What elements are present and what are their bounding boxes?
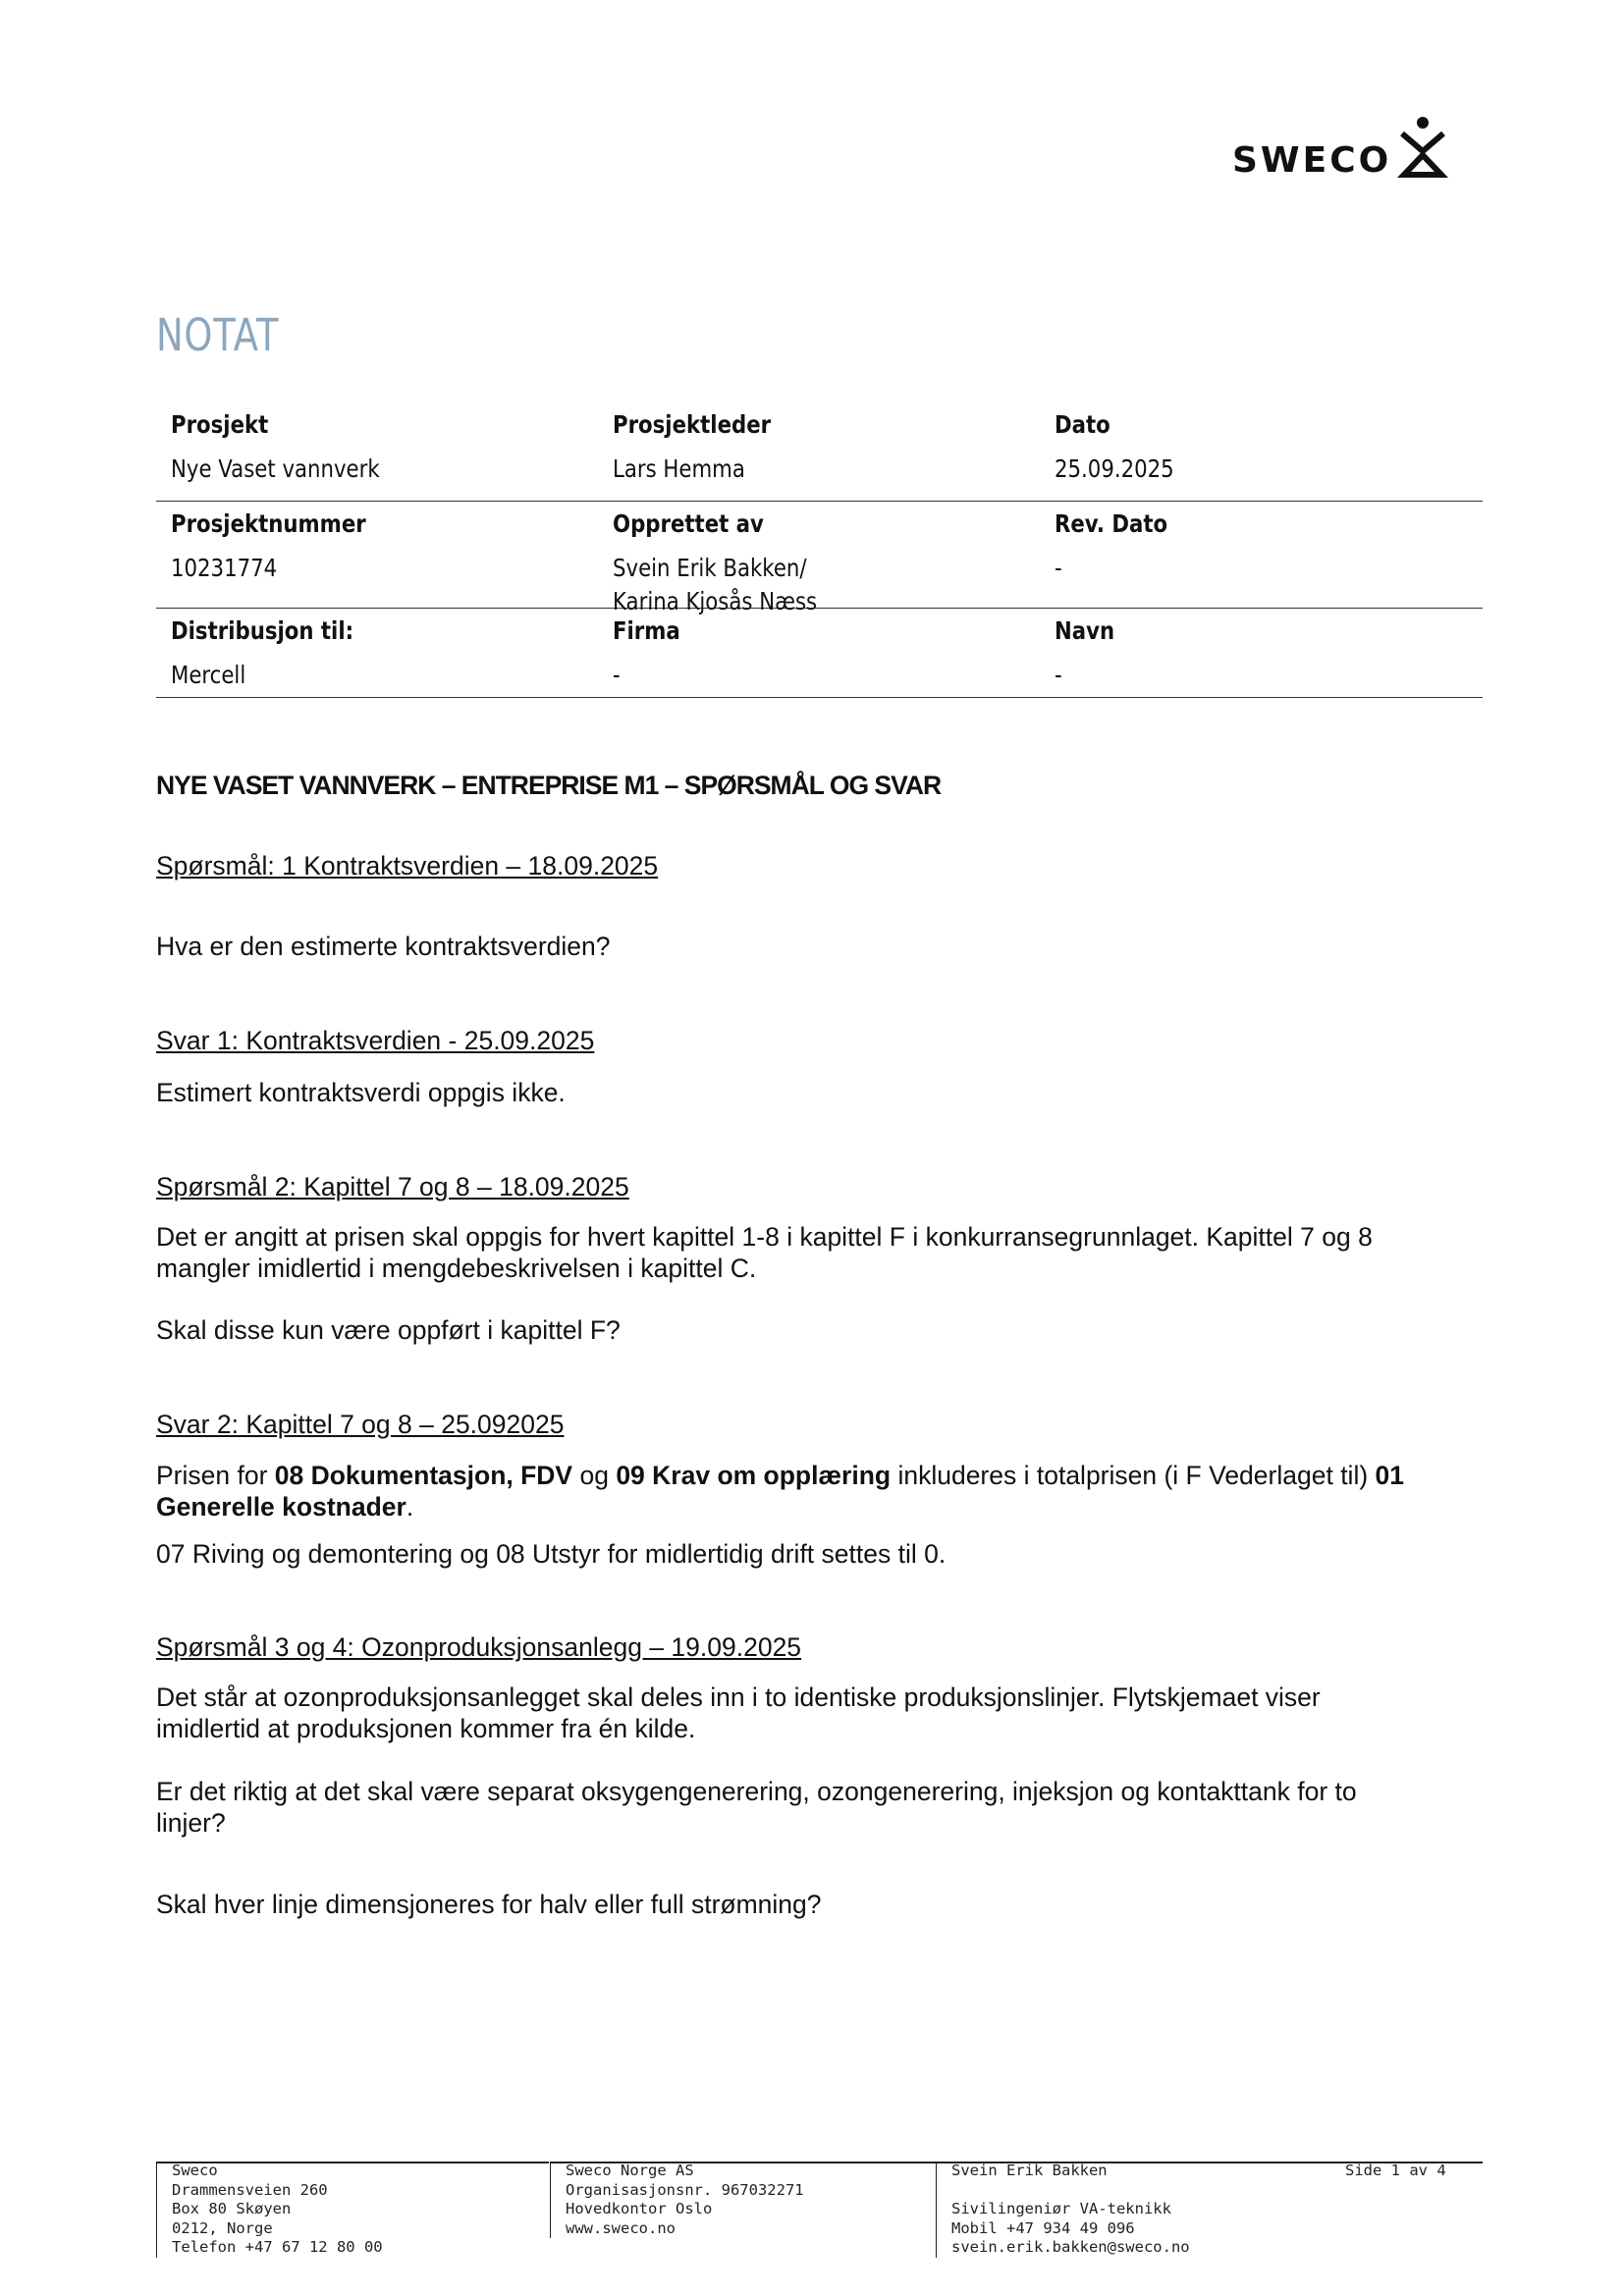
info-value: -: [1055, 661, 1062, 689]
answer-2-text: [156, 1460, 1491, 1522]
text-run: Prisen for: [156, 1461, 275, 1490]
page-number: Side 1 av 4: [1345, 2162, 1446, 2179]
answer-2-heading: Svar 2: Kapittel 7 og 8 – 25.092025: [156, 1410, 565, 1439]
footer-line: Sivilingeniør VA-teknikk: [951, 2200, 1171, 2217]
info-label: Distribusjon til:: [171, 616, 354, 645]
footer-organisation: [550, 2162, 804, 2238]
footer-line: Telefon +47 67 12 80 00: [172, 2238, 383, 2256]
question-2-text: [156, 1221, 1491, 1284]
answer-2-text-2: 07 Riving og demontering og 08 Utstyr for midlertidig drift settes til 0.: [156, 1539, 947, 1569]
question-34-text-3: Skal hver linje dimensjoneres for halv eller full strømning?: [156, 1890, 822, 1919]
text-line: linjer?: [156, 1808, 226, 1838]
bold-run: 09 Krav om opplæring: [616, 1461, 892, 1490]
info-row: [156, 502, 1483, 615]
footer-line: Box 80 Skøyen: [172, 2200, 292, 2217]
text-run: inkluderes i totalprisen (i F Vederlaget til): [891, 1461, 1376, 1490]
sweco-logo: [1232, 116, 1448, 179]
info-value: Lars Hemma: [613, 454, 745, 483]
info-value: 10231774: [171, 554, 278, 582]
info-label: Firma: [613, 616, 680, 645]
footer-spacer: [951, 2181, 1190, 2201]
footer-contact: [936, 2162, 1190, 2258]
question-34-text-2: [156, 1776, 1491, 1839]
bold-run: 08 Dokumentasjon, FDV: [274, 1461, 573, 1490]
text-line: Det er angitt at prisen skal oppgis for hvert kapittel 1-8 i kapittel F i konkurransegrunnlaget. Kapittel 7 og 8: [156, 1222, 1373, 1252]
info-value: Svein Erik Bakken/: [613, 554, 807, 582]
info-value: Nye Vaset vannverk: [171, 454, 380, 483]
text-line: imidlertid at produksjonen kommer fra én kilde.: [156, 1714, 696, 1743]
document-title: NYE VASET VANNVERK – ENTREPRISE M1 – SPØRSMÅL OG SVAR: [156, 771, 942, 800]
footer-line: Organisasjonsnr. 967032271: [566, 2180, 804, 2199]
info-label: Rev. Dato: [1055, 509, 1168, 538]
footer-line: Svein Erik Bakken: [951, 2162, 1108, 2179]
question-1-text: Hva er den estimerte kontraktsverdien?: [156, 932, 611, 961]
bold-run: 01: [1375, 1461, 1404, 1490]
text-line: Det står at ozonproduksjonsanlegget skal deles inn i to identiske produksjonslinjer. Flytskjemaet viser: [156, 1682, 1321, 1712]
info-value: Mercell: [171, 661, 246, 689]
info-row: [156, 609, 1483, 698]
question-2-heading: Spørsmål 2: Kapittel 7 og 8 – 18.09.2025: [156, 1172, 629, 1201]
sweco-man-icon: [1397, 116, 1448, 179]
text-run: og: [572, 1461, 617, 1490]
text-line: mangler imidlertid i mengdebeskrivelsen i kapittel C.: [156, 1254, 757, 1283]
question-34-heading: Spørsmål 3 og 4: Ozonproduksjonsanlegg – 19.09.2025: [156, 1632, 802, 1662]
info-label: Navn: [1055, 616, 1115, 645]
info-value: Karina Kjosås Næss: [613, 587, 818, 615]
logo-text: SWECO: [1232, 140, 1392, 181]
text-line: Er det riktig at det skal være separat oksygengenerering, ozongenerering, injeksjon og kontakttank for to: [156, 1777, 1357, 1806]
footer-line: svein.erik.bakken@sweco.no: [951, 2238, 1190, 2256]
footer-line: Drammensveien 260: [172, 2180, 328, 2199]
footer-line: Mobil +47 934 49 096: [951, 2218, 1135, 2237]
info-value: -: [1055, 554, 1062, 582]
info-value: 25.09.2025: [1055, 454, 1174, 483]
info-label: Prosjekt: [171, 410, 269, 439]
question-2-text-2: Skal disse kun være oppført i kapittel F?: [156, 1315, 621, 1345]
text-run: .: [406, 1492, 414, 1522]
footer-line: www.sweco.no: [566, 2218, 676, 2237]
info-row: [156, 402, 1483, 502]
info-label: Opprettet av: [613, 509, 764, 538]
info-label: Prosjektleder: [613, 410, 772, 439]
footer-line: 0212, Norge: [172, 2218, 273, 2237]
answer-1-text: Estimert kontraktsverdi oppgis ikke.: [156, 1078, 566, 1107]
document-type: NOTAT: [156, 309, 280, 361]
footer-line: Sweco Norge AS: [566, 2162, 694, 2179]
bold-run: Generelle kostnader: [156, 1492, 406, 1522]
question-34-text: [156, 1682, 1491, 1744]
info-label: Dato: [1055, 410, 1110, 439]
info-table: [156, 402, 1483, 698]
footer-line: Sweco: [172, 2162, 218, 2179]
question-1-heading: Spørsmål: 1 Kontraktsverdien – 18.09.2025: [156, 851, 659, 881]
footer-company: [156, 2162, 383, 2258]
info-value: -: [613, 661, 621, 689]
footer-line: Hovedkontor Oslo: [566, 2200, 713, 2217]
answer-1-heading: Svar 1: Kontraktsverdien - 25.09.2025: [156, 1026, 595, 1055]
info-label: Prosjektnummer: [171, 509, 366, 538]
